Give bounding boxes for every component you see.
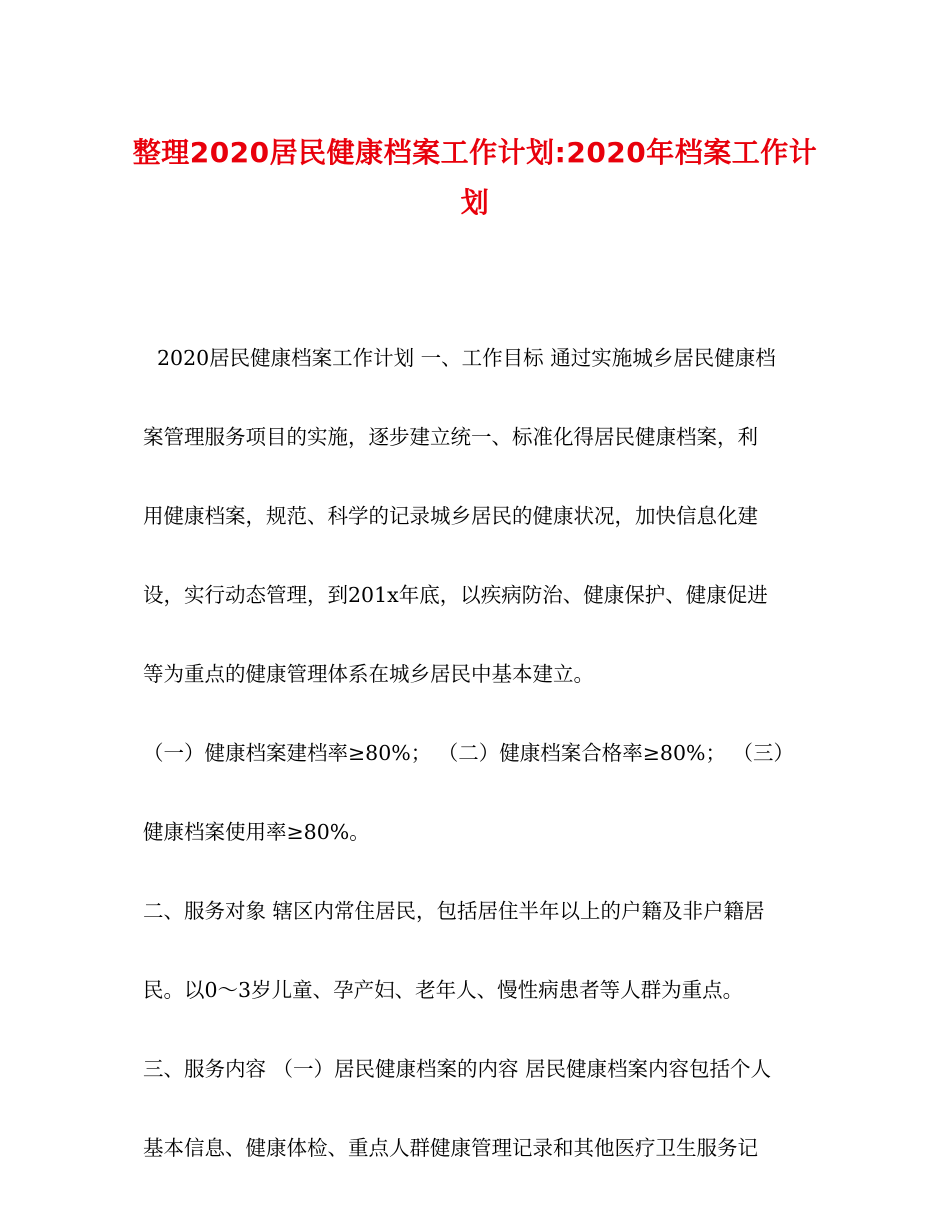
title-line-2: 划	[460, 186, 490, 219]
document-title	[120, 128, 830, 228]
paragraph-line: 等为重点的健康管理体系在城乡居民中基本建立。	[143, 662, 594, 686]
paragraph-line: 民。以0～3岁儿童、孕产妇、老年人、慢性病患者等人群为重点。	[143, 978, 744, 1002]
paragraph-line: 用健康档案，规范、科学的记录城乡居民的健康状况，加快信息化建	[143, 504, 758, 528]
title-line-1: 整理2020居民健康档案工作计划:2020年档案工作计	[132, 136, 818, 169]
document-body	[143, 336, 813, 1171]
paragraph-line: 设，实行动态管理，到201x年底，以疾病防治、健康保护、健康促进	[143, 583, 768, 607]
paragraph-line: 基本信息、健康体检、重点人群健康管理记录和其他医疗卫生服务记	[143, 1136, 758, 1160]
paragraph-line: （一）健康档案建档率≥80%； （二）健康档案合格率≥80%； （三）	[143, 741, 795, 765]
paragraph-line: 案管理服务项目的实施，逐步建立统一、标准化得居民健康档案，利	[143, 425, 758, 449]
paragraph-line: 健康档案使用率≥80%。	[143, 820, 370, 844]
paragraph-line: 2020居民健康档案工作计划 一、工作目标 通过实施城乡居民健康档	[157, 346, 776, 370]
paragraph-line: 二、服务对象 辖区内常住居民，包括居住半年以上的户籍及非户籍居	[143, 899, 765, 923]
paragraph-line: 三、服务内容 （一）居民健康档案的内容 居民健康档案内容包括个人	[143, 1057, 772, 1081]
